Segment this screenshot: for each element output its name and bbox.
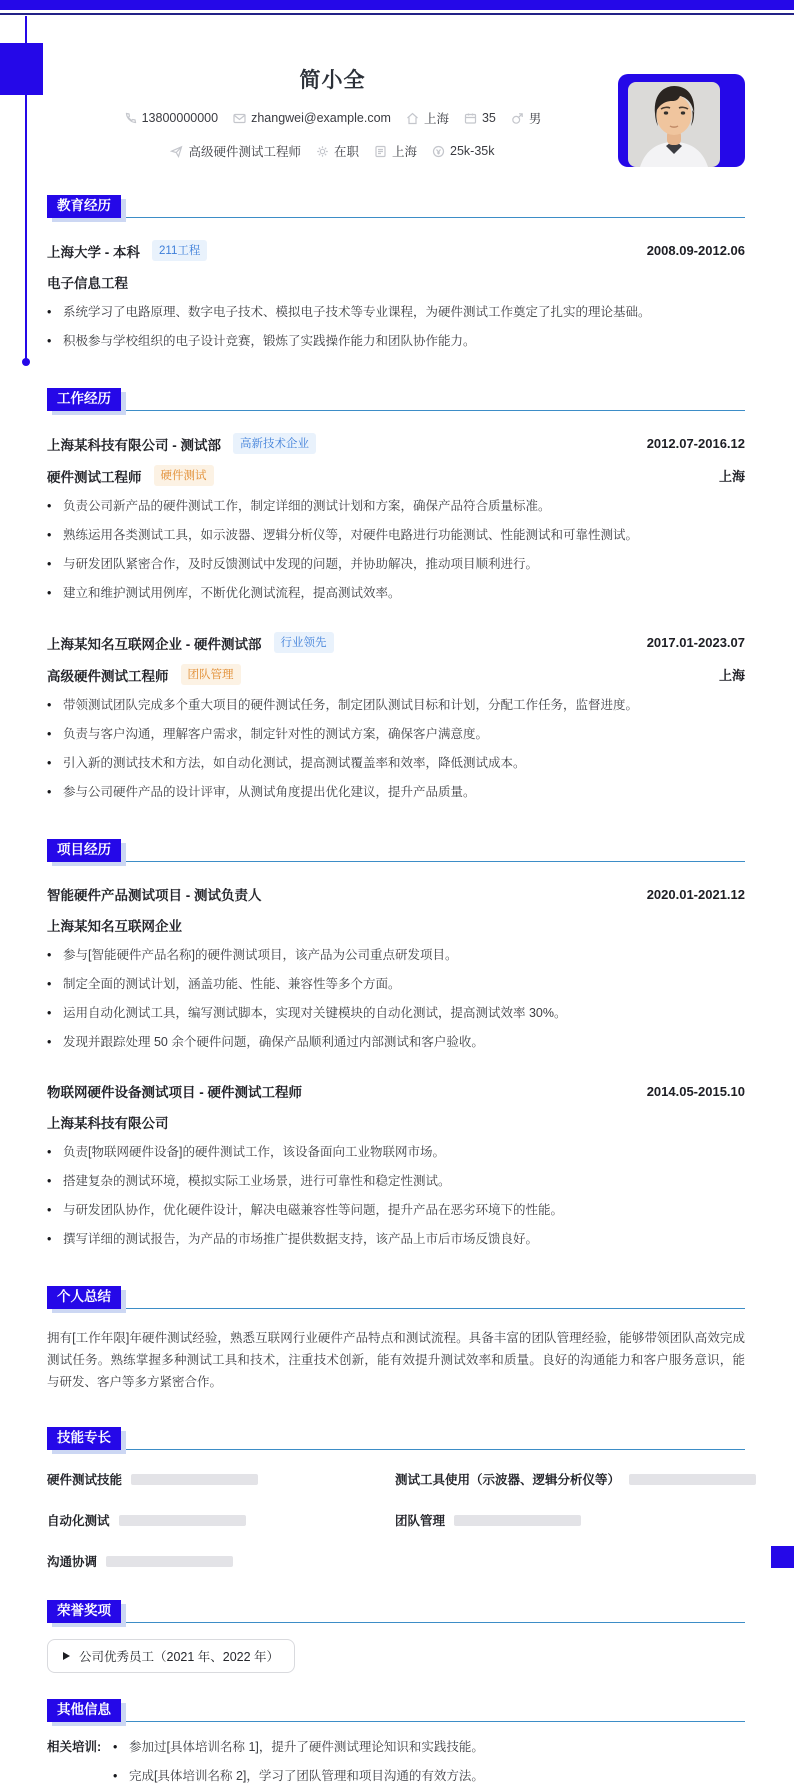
school-tag: 211工程 [152, 240, 207, 261]
project-date: 2014.05-2015.10 [646, 1083, 745, 1099]
work-location: 上海 [718, 469, 745, 484]
contact-row-2 [47, 142, 618, 160]
contact-email-text: zhangwei@example.com [251, 111, 391, 125]
triangle-right-icon [63, 1652, 70, 1660]
section-education [47, 195, 745, 350]
skill-label: 自动化测试 [47, 1514, 110, 1528]
contact-salary [432, 144, 494, 158]
skill-grid [47, 1470, 745, 1570]
skill-item [47, 1470, 395, 1488]
avatar [628, 82, 720, 167]
section-honors [47, 1600, 745, 1673]
project-name: 智能硬件产品测试项目 - 测试负责人 [47, 888, 262, 903]
education-entry [47, 240, 745, 350]
project-entry [47, 884, 745, 1051]
home-icon [406, 112, 419, 125]
project-name: 物联网硬件设备测试项目 - 硬件测试工程师 [47, 1085, 302, 1100]
company-name: 上海某科技有限公司 - 测试部 [47, 437, 221, 453]
contact-status-text: 在职 [334, 145, 360, 159]
section-education-header [47, 195, 745, 218]
skill-item [395, 1470, 756, 1488]
section-skills [47, 1427, 745, 1570]
skill-item [47, 1511, 395, 1529]
section-summary [47, 1286, 745, 1393]
company-tag: 高新技术企业 [233, 433, 316, 454]
gender-icon [511, 112, 524, 125]
bullet-item: • 负责[物联网硬件设备]的硬件测试工作，该设备面向工业物联网市场。 [47, 1145, 445, 1159]
contact-phone-text: 13800000000 [141, 111, 219, 125]
section-honors-badge: 荣誉奖项 [47, 1600, 121, 1623]
contact-job-title [170, 142, 301, 160]
section-skills-badge: 技能专长 [47, 1427, 121, 1450]
work-location: 上海 [718, 668, 745, 683]
bullet-item: • 负责公司新产品的硬件测试工作，制定详细的测试计划和方案，确保产品符合质量标准。 [47, 499, 551, 513]
skill-bar [629, 1474, 756, 1485]
document-icon [374, 145, 387, 158]
section-work-badge: 工作经历 [47, 388, 121, 411]
work-entry [47, 632, 745, 801]
contact-salary-text: 25k-35k [450, 144, 495, 158]
bullet-item: • 制定全面的测试计划，涵盖功能、性能、兼容性等多个方面。 [47, 977, 401, 991]
project-entry [47, 1081, 745, 1248]
section-projects-header [47, 839, 745, 862]
skill-item [47, 1552, 395, 1570]
bullet-item: • 建立和维护测试用例库，不断优化测试流程，提高测试效率。 [47, 586, 401, 600]
coin-icon [432, 145, 445, 158]
bullet-item: • 系统学习了电路原理、数字电子技术、模拟电子技术等专业课程，为硬件测试工作奠定了扎实的理论基础。 [47, 305, 651, 319]
skill-bar [454, 1515, 581, 1526]
photo-frame [618, 74, 745, 167]
skill-item [395, 1511, 756, 1529]
section-summary-header [47, 1286, 745, 1309]
bullet-item: • 参加过[具体培训名称 1]，提升了硬件测试理论知识和实践技能。 [113, 1740, 484, 1754]
gear-icon [316, 145, 329, 158]
phone-icon [124, 112, 137, 125]
section-education-badge: 教育经历 [47, 195, 121, 218]
role-name: 硬件测试工程师 [47, 469, 142, 485]
project-date: 2020.01-2021.12 [646, 886, 745, 902]
section-projects [47, 839, 745, 1248]
skill-bar [119, 1515, 246, 1526]
bullet-item: • 撰写详细的测试报告，为产品的市场推广提供数据支持，该产品上市后市场反馈良好。 [47, 1232, 539, 1246]
work-date: 2017.01-2023.07 [646, 635, 745, 650]
bullet-item: • 完成[具体培训名称 2]，学习了团队管理和项目沟通的有效方法。 [113, 1769, 484, 1783]
skill-label: 沟通协调 [47, 1555, 98, 1569]
bullet-item: • 熟练运用各类测试工具，如示波器、逻辑分析仪等，对硬件电路进行功能测试、性能测试和可靠性测试。 [47, 528, 639, 542]
bullet-item: • 与研发团队紧密合作，及时反馈测试中发现的问题，并协助解决，推动项目顺利进行。 [47, 557, 539, 571]
honor-text: 公司优秀员工（2021 年、2022 年） [79, 1650, 280, 1664]
bullet-item: • 积极参与学校组织的电子设计竞赛，锻炼了实践操作能力和团队协作能力。 [47, 334, 476, 348]
resume-header [47, 58, 745, 167]
contact-work-city-text: 上海 [392, 145, 418, 159]
bullet-item: • 参与公司硬件产品的设计评审，从测试角度提出优化建议，提升产品质量。 [47, 785, 476, 799]
contact-gender [511, 109, 542, 127]
send-icon [170, 145, 183, 158]
bullet-item: • 参与[智能硬件产品名称]的硬件测试项目，该产品为公司重点研发项目。 [47, 948, 458, 962]
bullet-item: • 负责与客户沟通，理解客户需求，制定针对性的测试方案，确保客户满意度。 [47, 727, 489, 741]
major-name: 电子信息工程 [47, 276, 128, 291]
contact-job-title-text: 高级硬件测试工程师 [188, 145, 301, 159]
training-block [47, 1739, 745, 1785]
skill-bar [131, 1474, 258, 1485]
contact-row-1 [47, 109, 618, 127]
training-label: 相关培训: [47, 1740, 102, 1754]
contact-home-city-text: 上海 [423, 112, 449, 126]
role-name: 高级硬件测试工程师 [47, 668, 169, 684]
school-name: 上海大学 - 本科 [47, 244, 140, 260]
bullet-item: • 与研发团队协作，优化硬件设计，解决电磁兼容性等问题，提升产品在恶劣环境下的性能。 [47, 1203, 564, 1217]
top-accent-bar [0, 0, 794, 10]
project-company: 上海某科技有限公司 [47, 1116, 169, 1131]
summary-text: 拥有[工作年限]年硬件测试经验，熟悉互联网行业硬件产品特点和测试流程。具备丰富的团队管理经验，能够带领团队高效完成测试任务。熟练掌握多种测试工具和技术，注重技术创新，能有效提升测试效率和质量。良好的沟通能力和客户服务意识，能与研发、客户等多方紧密合作。 [47, 1331, 745, 1389]
contact-phone [124, 111, 218, 125]
header-info [47, 58, 618, 167]
section-work [47, 388, 745, 801]
top-accent-line [0, 13, 794, 15]
candidate-name: 简小全 [299, 69, 366, 92]
section-projects-badge: 项目经历 [47, 839, 121, 862]
contact-email [233, 111, 391, 125]
skill-label: 测试工具使用（示波器、逻辑分析仪等） [395, 1473, 621, 1487]
contact-age [464, 111, 496, 125]
resume-page [0, 58, 794, 1785]
skill-label: 硬件测试技能 [47, 1473, 123, 1487]
bullet-item: • 发现并跟踪处理 50 余个硬件问题，确保产品顺利通过内部测试和客户验收。 [47, 1035, 484, 1049]
skill-bar [106, 1556, 233, 1567]
contact-age-text: 35 [481, 111, 496, 125]
company-name: 上海某知名互联网企业 - 硬件测试部 [47, 636, 262, 652]
skill-label: 团队管理 [395, 1514, 446, 1528]
contact-gender-text: 男 [528, 112, 542, 126]
education-date: 2008.09-2012.06 [646, 243, 745, 258]
section-other-badge: 其他信息 [47, 1699, 121, 1722]
section-skills-header [47, 1427, 745, 1450]
honor-expand-item[interactable] [47, 1639, 295, 1673]
section-summary-badge: 个人总结 [47, 1286, 121, 1309]
section-other-header [47, 1699, 745, 1722]
section-work-header [47, 388, 745, 411]
work-date: 2012.07-2016.12 [646, 436, 745, 451]
bullet-item: • 搭建复杂的测试环境，模拟实际工业场景，进行可靠性和稳定性测试。 [47, 1174, 451, 1188]
role-tag: 团队管理 [181, 664, 241, 685]
bullet-item: • 引入新的测试技术和方法，如自动化测试，提高测试覆盖率和效率，降低测试成本。 [47, 756, 526, 770]
contact-work-city [374, 142, 417, 160]
project-company: 上海某知名互联网企业 [47, 919, 182, 934]
bullet-item: • 带领测试团队完成多个重大项目的硬件测试任务，制定团队测试目标和计划，分配工作任务，监督进度。 [47, 698, 639, 712]
work-entry [47, 433, 745, 602]
bullet-item: • 运用自动化测试工具，编写测试脚本，实现对关键模块的自动化测试，提高测试效率 30%。 [47, 1006, 567, 1020]
age-icon [464, 112, 477, 125]
contact-home-city [406, 109, 449, 127]
role-tag: 硬件测试 [154, 465, 214, 486]
contact-status [316, 142, 359, 160]
company-tag: 行业领先 [274, 632, 334, 653]
mail-icon [233, 112, 246, 125]
section-other [47, 1699, 745, 1785]
